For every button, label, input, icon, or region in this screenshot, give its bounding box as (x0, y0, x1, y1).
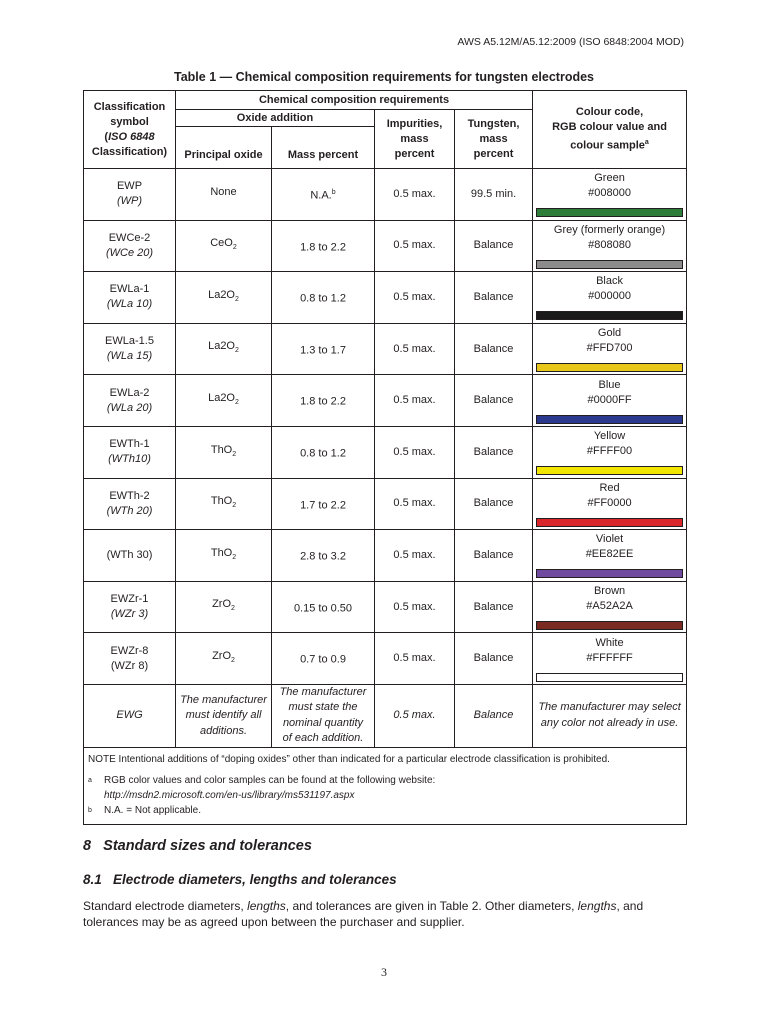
cell-impurities: 0.5 max. (375, 426, 455, 478)
rgb-value: #008000 (588, 187, 631, 200)
table-row (84, 478, 687, 530)
cell-principal-oxide: The manufacturer must identify all additions. (176, 684, 272, 747)
colour-sample-swatch (536, 363, 683, 372)
cell-tungsten: 99.5 min. (455, 169, 533, 221)
cell-classification: EWCe-2 (WCe 20) (84, 220, 176, 272)
cell-principal-oxide: $La2O_2$ (176, 323, 272, 375)
header-colour-code: Colour code, RGB colour value and colour sample$^a$ (533, 91, 687, 169)
header-oxide-addition: Oxide addition (176, 110, 375, 127)
cell-principal-oxide: ThO$_2$ (176, 478, 272, 530)
rgb-value: #FFD700 (586, 342, 633, 355)
cell-mass-percent: 0.7 to 0.9 (272, 633, 375, 685)
cell-classification: EWLa-1.5 (WLa 15) (84, 323, 176, 375)
header-mass-percent: Mass percent (272, 127, 375, 169)
cell-classification: EWLa-2 (WLa 20) (84, 375, 176, 427)
table-row (84, 633, 687, 685)
cell-colour-code (533, 169, 687, 221)
header-chemical-composition: Chemical composition requirements (176, 91, 533, 110)
colour-sample-swatch (536, 311, 683, 320)
cell-principal-oxide: ZrO$_2$ (176, 633, 272, 685)
cell-mass-percent: 2.8 to 3.2 (272, 530, 375, 582)
cell-mass-percent: N.A.$^b$ (272, 169, 375, 221)
cell-mass-percent: 1.8 to 2.2 (272, 220, 375, 272)
cell-impurities: 0.5 max. (375, 684, 455, 747)
section-8-1-heading: 8.1 Electrode diameters, lengths and tolerances (83, 872, 397, 887)
cell-classification: EWP (WP) (84, 169, 176, 221)
table-row (84, 169, 687, 221)
cell-principal-oxide: $La2O_2$ (176, 272, 272, 324)
cell-impurities: 0.5 max. (375, 633, 455, 685)
cell-principal-oxide: ZrO$_2$ (176, 581, 272, 633)
cell-impurities: 0.5 max. (375, 478, 455, 530)
table-row (84, 530, 687, 582)
cell-colour-code (533, 581, 687, 633)
section-8-1-paragraph: Standard electrode diameters, lengths, and tolerances are given in Table 2. Other diameters, lengths, and tolerances may be as agreed upon between the purchaser and supplier. (83, 899, 644, 929)
cell-tungsten: Balance (455, 220, 533, 272)
rgb-value: #A52A2A (586, 600, 633, 613)
colour-sample-swatch (536, 518, 683, 527)
cell-principal-oxide: CeO$_2$ (176, 220, 272, 272)
colour-name: Gold (597, 327, 622, 340)
colour-name: White (595, 636, 624, 649)
cell-mass-percent: 1.7 to 2.2 (272, 478, 375, 530)
cell-classification: EWG (84, 684, 176, 747)
cell-mass-percent: 0.15 to 0.50 (272, 581, 375, 633)
rgb-value: #FFFF00 (586, 445, 633, 458)
table-notes (84, 747, 687, 824)
cell-colour-code (533, 530, 687, 582)
colour-name: Brown (593, 585, 626, 598)
colour-sample-swatch (536, 569, 683, 578)
cell-colour-code (533, 633, 687, 685)
rgb-value: #0000FF (587, 393, 632, 406)
cell-tungsten: Balance (455, 272, 533, 324)
section-8-heading: 8 Standard sizes and tolerances (83, 838, 312, 854)
colour-name: Red (599, 481, 620, 494)
cell-impurities: 0.5 max. (375, 220, 455, 272)
footnote-a: a RGB color values and color samples can be found at the following website: http://msdn2.microsoft.com/en-us/library/ms531197.aspx (88, 773, 682, 803)
header-classification: Classification symbol (ISO 6848 Classification) (84, 91, 176, 169)
header-principal-oxide: Principal oxide (176, 127, 272, 169)
colour-sample-swatch (536, 260, 683, 269)
cell-colour-code (533, 375, 687, 427)
table-row (84, 323, 687, 375)
cell-principal-oxide: $La2O_2$ (176, 375, 272, 427)
cell-tungsten: Balance (455, 478, 533, 530)
table-row (84, 581, 687, 633)
table-row (84, 426, 687, 478)
cell-classification: EWTh-2 (WTh 20) (84, 478, 176, 530)
cell-colour-code (533, 478, 687, 530)
cell-impurities: 0.5 max. (375, 530, 455, 582)
colour-name: Yellow (593, 430, 626, 443)
table-row-ewg (84, 684, 687, 747)
cell-colour-code (533, 323, 687, 375)
rgb-value: #FF0000 (587, 496, 632, 509)
cell-impurities: 0.5 max. (375, 169, 455, 221)
cell-tungsten: Balance (455, 426, 533, 478)
page-number: 3 (381, 965, 387, 979)
cell-tungsten: Balance (455, 684, 533, 747)
colour-name: Green (594, 172, 625, 185)
colour-name: Violet (595, 533, 624, 546)
cell-classification: (WTh 30) (84, 530, 176, 582)
rgb-value: #000000 (588, 290, 631, 303)
table-row (84, 375, 687, 427)
cell-tungsten: Balance (455, 375, 533, 427)
cell-principal-oxide: ThO$_2$ (176, 530, 272, 582)
cell-colour-code (533, 272, 687, 324)
table-row (84, 220, 687, 272)
cell-impurities: 0.5 max. (375, 375, 455, 427)
cell-classification: EWLa-1 (WLa 10) (84, 272, 176, 324)
cell-impurities: 0.5 max. (375, 323, 455, 375)
table-note: NOTE Intentional additions of “doping oxides” other than indicated for a particular electrode classification is prohibited. (88, 753, 610, 765)
footnote-a-link[interactable]: http://msdn2.microsoft.com/en-us/library/ms531197.aspx (104, 789, 355, 801)
table-row (84, 272, 687, 324)
cell-tungsten: Balance (455, 581, 533, 633)
cell-impurities: 0.5 max. (375, 581, 455, 633)
colour-sample-swatch (536, 208, 683, 217)
footnote-b: b N.A. = Not applicable. (88, 804, 201, 816)
colour-sample-swatch (536, 673, 683, 682)
rgb-value: #EE82EE (585, 548, 634, 561)
cell-tungsten: Balance (455, 323, 533, 375)
cell-classification: EWZr-1 (WZr 3) (84, 581, 176, 633)
cell-principal-oxide: ThO$_2$ (176, 426, 272, 478)
cell-tungsten: Balance (455, 530, 533, 582)
cell-classification: EWTh-1 (WTh10) (84, 426, 176, 478)
cell-colour-code (533, 426, 687, 478)
cell-colour-code: The manufacturer may select any color not already in use. (533, 684, 687, 747)
cell-tungsten: Balance (455, 633, 533, 685)
header-tungsten: Tungsten, mass percent (455, 110, 533, 169)
cell-mass-percent: 1.8 to 2.2 (272, 375, 375, 427)
cell-classification: EWZr-8 (WZr 8) (84, 633, 176, 685)
cell-mass-percent: 0.8 to 1.2 (272, 426, 375, 478)
cell-mass-percent: 0.8 to 1.2 (272, 272, 375, 324)
colour-sample-swatch (536, 466, 683, 475)
cell-impurities: 0.5 max. (375, 272, 455, 324)
rgb-value: #808080 (588, 238, 631, 251)
document-reference: AWS A5.12M/A5.12:2009 (ISO 6848:2004 MOD) (457, 36, 684, 48)
composition-table (83, 90, 687, 825)
cell-mass-percent: The manufacturer must state the nominal quantity of each addition. (272, 684, 375, 747)
table-title: Table 1 — Chemical composition requirements for tungsten electrodes (174, 70, 594, 84)
cell-colour-code (533, 220, 687, 272)
cell-principal-oxide: None (176, 169, 272, 221)
header-impurities: Impurities, mass percent (375, 110, 455, 169)
colour-name: Black (596, 275, 623, 288)
rgb-value: #FFFFFF (586, 651, 633, 664)
cell-mass-percent: 1.3 to 1.7 (272, 323, 375, 375)
colour-name: Grey (formerly orange) (553, 223, 666, 236)
colour-sample-swatch (536, 415, 683, 424)
colour-sample-swatch (536, 621, 683, 630)
colour-name: Blue (598, 378, 621, 391)
